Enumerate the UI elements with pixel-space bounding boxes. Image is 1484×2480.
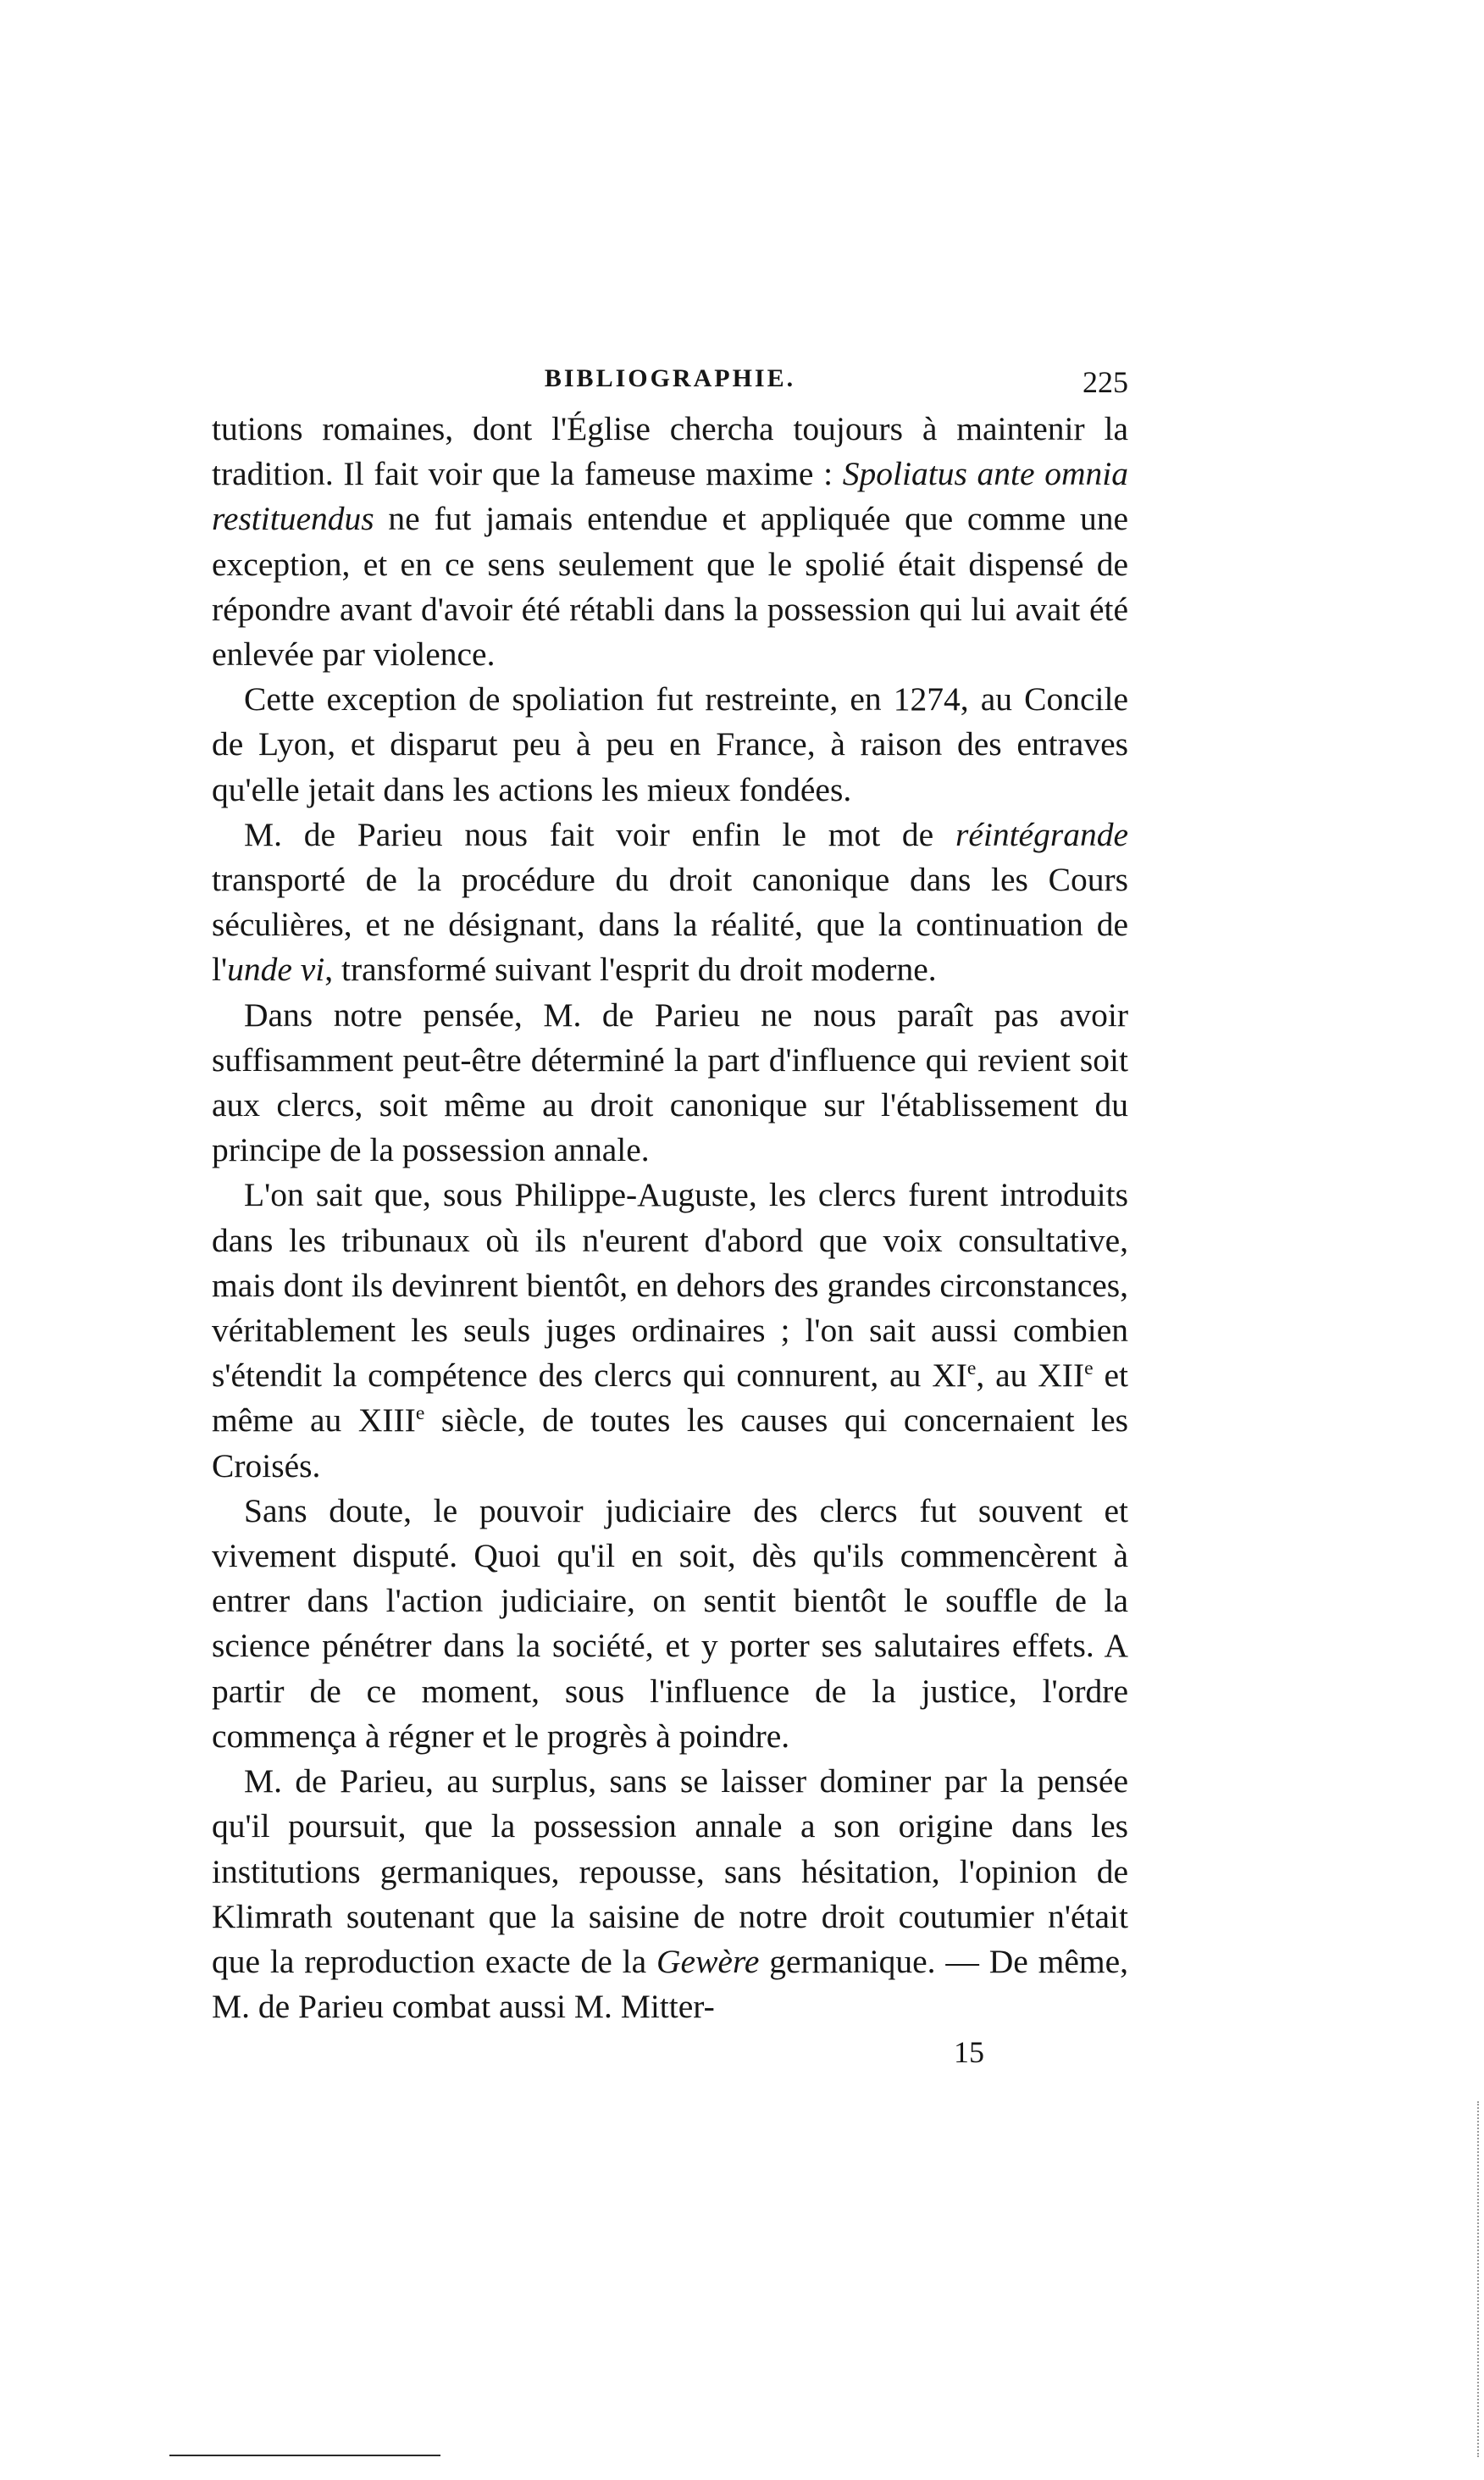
superscript: e [1084, 1357, 1094, 1380]
paragraph [212, 813, 1128, 993]
paragraph [212, 677, 1128, 813]
paragraph [212, 407, 1128, 677]
paragraph [212, 1489, 1128, 1759]
text-run: M. de Parieu nous fait voir enfin le mot de [244, 815, 955, 853]
margin-specks [1477, 2101, 1484, 2457]
superscript: e [415, 1402, 425, 1425]
italic-text: Spoliatus ante omnia restituendus [212, 455, 1128, 538]
text-run: germanique. — De même, M. de Parieu combat aussi M. Mitter- [212, 1942, 1128, 2026]
italic-text: unde vi [227, 951, 325, 989]
paragraph [212, 993, 1128, 1173]
text-run: transporté de la procédure du droit canonique dans les Cours séculières, et ne désignant, dans la réalité, que la continuation de l' [212, 861, 1128, 989]
text-run: ne fut jamais entendue et appliquée que comme une exception, et en ce sens seulement que le spolié était dispensé de répondre avant d'avoir été rétabli dans la possession qui lui avait été enlevée par violence. [212, 500, 1128, 674]
text-run: , au XII [976, 1357, 1085, 1395]
paragraph [212, 1759, 1128, 2029]
paragraph [212, 1173, 1128, 1488]
body-text [212, 407, 1128, 2029]
text-run: Cette exception de spoliation fut restreinte, en 1274, au Concile de Lyon, et disparut peu à peu en France, à raison des entraves qu'elle jetait dans les actions les mieux fondées. [212, 680, 1128, 808]
text-run: L'on sait que, sous Philippe-Auguste, les clercs furent introduits dans les tribunaux où ils n'eurent d'abord que voix consultative, mais dont ils devinrent bientôt, en dehors des grandes circonstances, véritablement les seuls juges ordinaires ; l'on sait aussi combien s'étendit la compétence des clercs qui connurent, au XI [212, 1176, 1128, 1395]
text-run: Sans doute, le pouvoir judiciaire des clercs fut souvent et vivement disputé. Quoi qu'il en soit, dès qu'ils commencèrent à entrer dans l'action judiciaire, on sentit bientôt le souffle de la science pénétrer dans la société, et y porter ses salutaires effets. A partir de ce moment, sous l'influence de la justice, l'ordre commença à régner et le progrès à poindre. [212, 1491, 1128, 1755]
text-run: et même au XIII [212, 1357, 1128, 1440]
superscript: e [966, 1357, 977, 1380]
italic-text: réintégrande [955, 815, 1128, 853]
signature-mark: 15 [954, 2035, 984, 2070]
footer-rule [169, 2455, 440, 2456]
text-run: , transformé suivant l'esprit du droit moderne. [324, 951, 937, 989]
text-run: tutions romaines, dont l'Église chercha toujours à maintenir la tradition. Il fait voir que la fameuse maxime : [212, 410, 1128, 493]
running-title: BIBLIOGRAPHIE. [544, 364, 796, 392]
page-number: 225 [1083, 365, 1128, 399]
book-page [212, 364, 1128, 2070]
text-run: siècle, de toutes les causes qui concernaient les Croisés. [212, 1401, 1128, 1484]
running-header [212, 364, 1128, 407]
text-run: M. de Parieu, au surplus, sans se laisser dominer par la pensée qu'il poursuit, que la possession annale a son origine dans les institutions germaniques, repousse, sans hésitation, l'opinion de Klimrath soutenant que la saisine de notre droit coutumier n'était que la reproduction exacte de la [212, 1762, 1128, 1980]
text-run: Dans notre pensée, M. de Parieu ne nous paraît pas avoir suffisamment peut-être déterminé la part d'influence qui revient soit aux clercs, soit même au droit canonique sur l'établissement du principe de la possession annale. [212, 996, 1128, 1169]
italic-text: Gewère [656, 1942, 760, 1980]
